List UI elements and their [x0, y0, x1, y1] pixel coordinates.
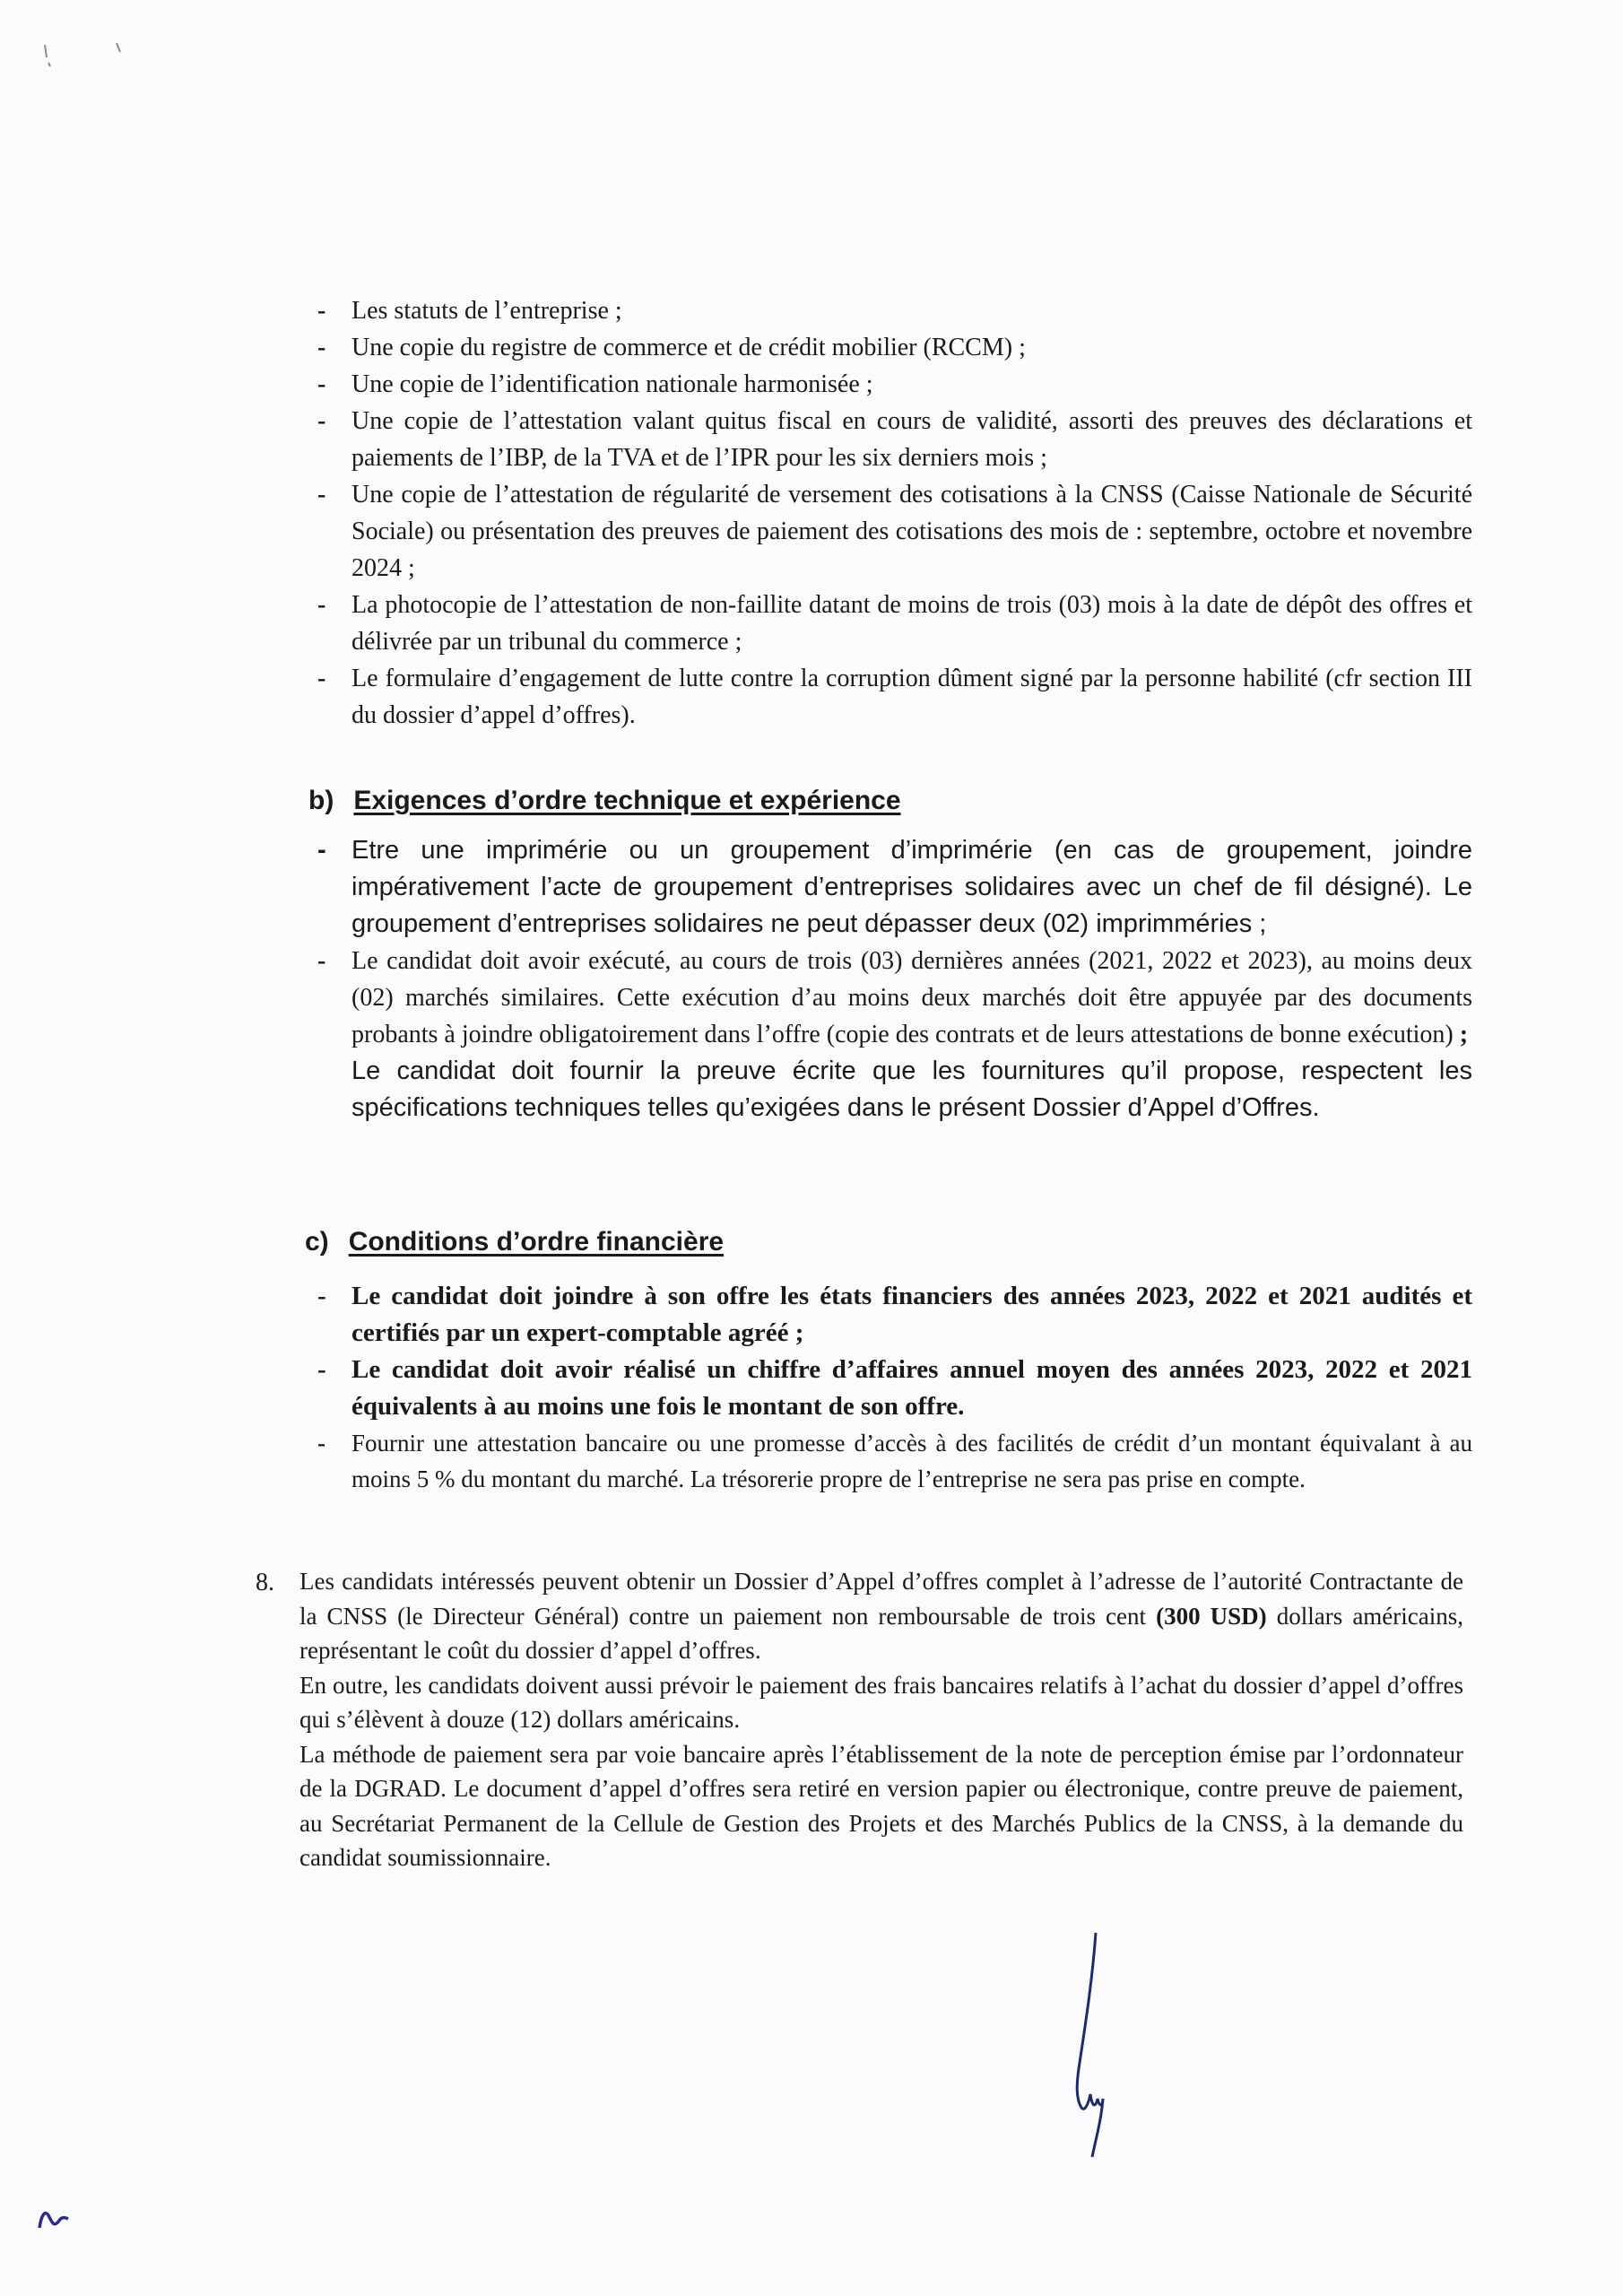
- signature: [1049, 1928, 1121, 2161]
- list-item: - Fournir une attestation bancaire ou une promesse d’accès à des facilités de crédit d’un montant équivalant à au moins 5 % du montant du marché. La trésorerie propre de l’entreprise ne sera pas prise en compte.: [314, 1425, 1472, 1497]
- text: Les candidats intéressés peuvent obtenir un Dossier d’Appel d’offres complet à l’adresse de l’autorité Contractante de la CNSS (le Directeur Général) contre un paiement non remboursable de trois cent: [299, 1568, 1463, 1630]
- section-letter: b): [308, 786, 334, 815]
- list-item: - Une copie de l’attestation valant quitus fiscal en cours de validité, assorti des preuves des déclarations et paiements de l’IBP, de la TVA et de l’IPR pour les six derniers mois ;: [314, 403, 1472, 476]
- initials-mark: [36, 2206, 72, 2233]
- list-item: - Une copie de l’attestation de régularité de versement des cotisations à la CNSS (Caisse Nationale de Sécurité Sociale) ou présentation des preuves de paiement des cotisations des mois de : septembre, octobre et novembre 2024 ;: [314, 476, 1472, 587]
- technical-requirements: [314, 832, 1472, 1126]
- list-item: - Les statuts de l’entreprise ;: [314, 292, 1472, 329]
- scan-artifact: [36, 27, 161, 81]
- list-item: [314, 943, 1472, 1053]
- list-item: - Le candidat doit avoir réalisé un chiffre d’affaires annuel moyen des années 2023, 2022 et 2021 équivalents à au moins une fois le montant de son offre.: [314, 1352, 1472, 1425]
- section-title: Conditions d’ordre financière: [348, 1227, 725, 1257]
- item-8-text: [299, 1564, 1463, 1875]
- section-title: Exigences d’ordre technique et expérience: [353, 786, 901, 815]
- list-item: - Une copie de l’identification nationale harmonisée ;: [314, 366, 1472, 403]
- technical-extra-paragraph: Le candidat doit fournir la preuve écrite que les fournitures qu’il propose, respectent les spécifications techniques telles qu’exigées dans le présent Dossier d’Appel d’Offres.: [352, 1057, 1472, 1122]
- text: dollars américains, représentant le coût du dossier d’appel d’offres.: [299, 1602, 1464, 1664]
- list-item: - Le formulaire d’engagement de lutte contre la corruption dûment signé par la personne habilité (cfr section III du dossier d’appel d’offres).: [314, 660, 1472, 734]
- list-item: - Une copie du registre de commerce et de crédit mobilier (RCCM) ;: [314, 329, 1472, 366]
- admin-requirements-list: [314, 292, 1472, 734]
- paragraph: En outre, les candidats doivent aussi prévoir le paiement des frais bancaires relatifs à l’achat du dossier d’appel d’offres qui s’élèvent à douze (12) dollars américains.: [299, 1671, 1463, 1733]
- item-number: 8.: [256, 1569, 274, 1596]
- item-end: ;: [1453, 1021, 1469, 1048]
- section-c-heading: [305, 1227, 724, 1257]
- section-b-heading: [308, 786, 901, 816]
- paragraph: La méthode de paiement sera par voie bancaire après l’établissement de la note de perception émise par l’ordonnateur de la DGRAD. Le document d’appel d’offres sera retiré en version papier ou électronique, contre preuve de paiement, au Secrétariat Permanent de la Cellule de Gestion des Projets et des Marchés Publics de la CNSS, à la demande du candidat soumissionnaire.: [299, 1740, 1463, 1871]
- paragraph: [299, 1564, 1463, 1668]
- financial-requirements: [314, 1278, 1472, 1497]
- list-item: - Le candidat doit joindre à son offre les états financiers des années 2023, 2022 et 2021 audités et certifiés par un expert-comptable agréé ;: [314, 1278, 1472, 1352]
- section-letter: c): [305, 1227, 329, 1257]
- item-text: Le candidat doit avoir exécuté, au cours de trois (03) dernières années (2021, 2022 et 2023), au moins deux (02) marchés similaires. Cette exécution d’au moins deux marchés doit être appuyée par des documents probants à joindre obligatoirement dans l’offre (copie des contrats et de leurs attestations de bonne exécution): [352, 947, 1472, 1048]
- list-item: - La photocopie de l’attestation de non-faillite datant de moins de trois (03) mois à la date de dépôt des offres et délivrée par un tribunal du commerce ;: [314, 587, 1472, 660]
- price-amount: (300 USD): [1156, 1602, 1267, 1630]
- list-item: - Etre une imprimérie ou un groupement d’imprimérie (en cas de groupement, joindre impérativement l’acte de groupement d’entreprises solidaires avec un chef de fil désigné). Le groupement d’entreprises solidaires ne peut dépasser deux (02) imprimméries ;: [314, 832, 1472, 943]
